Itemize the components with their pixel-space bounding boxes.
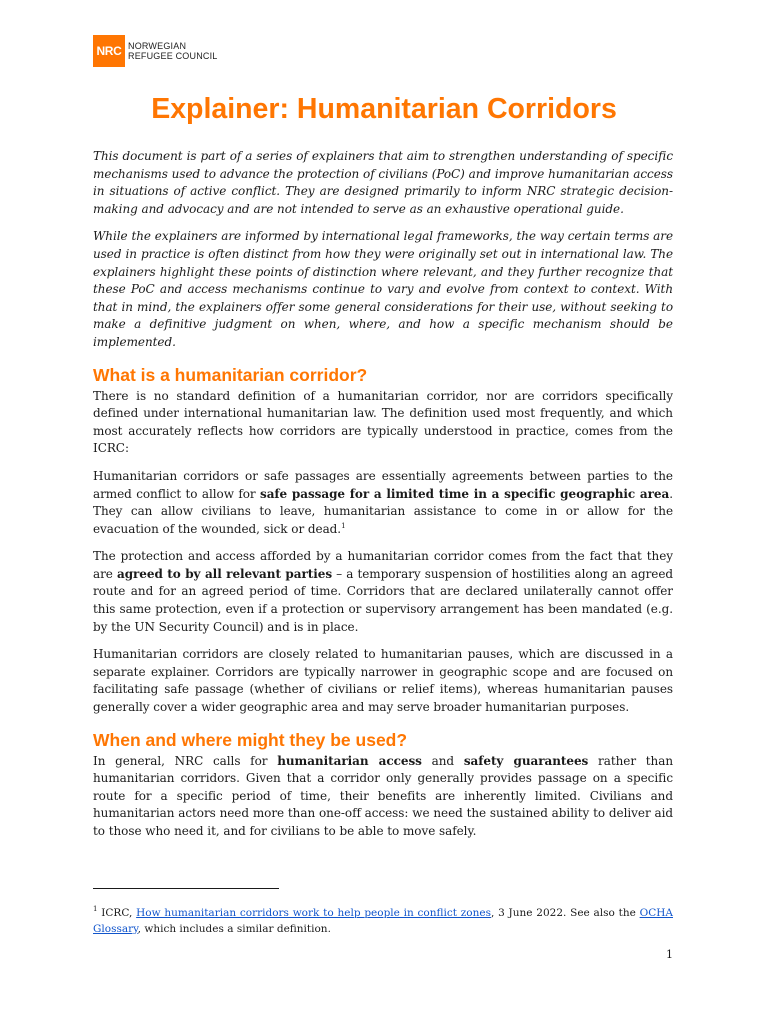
footnote-separator — [93, 888, 279, 889]
section-heading-when-where: When and where might they be used? — [93, 729, 408, 750]
section1-paragraph-1: There is no standard definition of a humanitarian corridor, nor are corridors specifically defined under international humanitarian law. The definition used most frequently, and which most accurately reflects how corridors are typically understood in practice, comes from the ICRC: — [93, 388, 673, 456]
logo-line-2: REFUGEE COUNCIL — [128, 51, 218, 61]
intro-paragraph-1: This document is part of a series of explainers that aim to strengthen understanding of specific mechanisms used to advance the protection of civilians (PoC) and improve humanitarian access in situations of active conflict. They are designed primarily to inform NRC strategic decision-making and advocacy and are not intended to serve as an exhaustive operational guide. — [93, 149, 673, 216]
nrc-logo-mark: NRC — [93, 35, 125, 67]
section-heading-what-is: What is a humanitarian corridor? — [93, 364, 368, 385]
footnote-reference-1[interactable]: 1 — [341, 521, 346, 530]
section2-paragraph-1: In general, NRC calls for humanitarian access and safety guarantees rather than humanitarian corridors. Given that a corridor only generally provides passage on a specific route for a specific period of time, their benefits are inherently limited. Civilians and humanitarian actors need more than one-off access: we need the sustained ability to deliver aid to those who need it, and for civilians to be able to move safely. — [93, 753, 673, 838]
bold-safety-guarantees: safety guarantees — [463, 753, 589, 768]
bold-safe-passage: safe passage for a limited time in a specific geographic area — [260, 486, 670, 501]
nrc-logo — [93, 35, 218, 67]
document-body — [93, 148, 673, 851]
footnote-1: $^1$ ICRC, How humanitarian corridors work to help people in conflict zones, 3 June 2022. See also the OCHA Glossary, which includes a similar definition. — [93, 905, 673, 935]
bold-humanitarian-access: humanitarian access — [277, 753, 422, 768]
page-number: 1 — [666, 948, 673, 961]
section1-paragraph-3: The protection and access afforded by a humanitarian corridor comes from the fact that they are agreed to by all relevant parties – a temporary suspension of hostilities along an agreed route and for an agreed period of time. Corridors that are declared unilaterally cannot offer this same protection, even if a protection or supervisory arrangement has been mandated (e.g. by the UN Security Council) and is in place. — [93, 549, 674, 634]
document-title: Explainer: Humanitarian Corridors — [151, 93, 617, 125]
intro-paragraph-2: While the explainers are informed by international legal frameworks, the way certain terms are used in practice is often distinct from how they were originally set out in international law. The explainers highlight these points of distinction where relevant, and they further recognize that these PoC and access mechanisms continue to vary and evolve from context to context. With that in mind, the explainers offer some general considerations for their use, without seeking to make a definitive judgment on when, where, and how a specific mechanism should be implemented. — [93, 229, 673, 349]
logo-line-1: NORWEGIAN — [128, 41, 187, 51]
ocha-glossary-link[interactable]: OCHA Glossary — [93, 907, 673, 935]
footnote-number: 1 — [93, 905, 98, 913]
section1-paragraph-4: Humanitarian corridors are closely related to humanitarian pauses, which are discussed in a separate explainer. Corridors are typically narrower in geographic scope and are focused on facilitating safe passage (whether of civilians or relief items), whereas humanitarian pauses generally cover a wider geographic area and may serve broader humanitarian purposes. — [93, 647, 673, 715]
nrc-logo-wordmark — [128, 41, 218, 61]
section1-paragraph-2: Humanitarian corridors or safe passages are essentially agreements between parties to the armed conflict to allow for safe passage for a limited time in a specific geographic area. They can allow civilians to leave, humanitarian assistance to come in or allow for the evacuation of the wounded, sick or dead.$^1$ — [93, 468, 673, 536]
bold-agreed-parties: agreed to by all relevant parties — [116, 566, 333, 581]
icrc-article-link[interactable]: How humanitarian corridors work to help people in conflict zones — [136, 907, 491, 919]
